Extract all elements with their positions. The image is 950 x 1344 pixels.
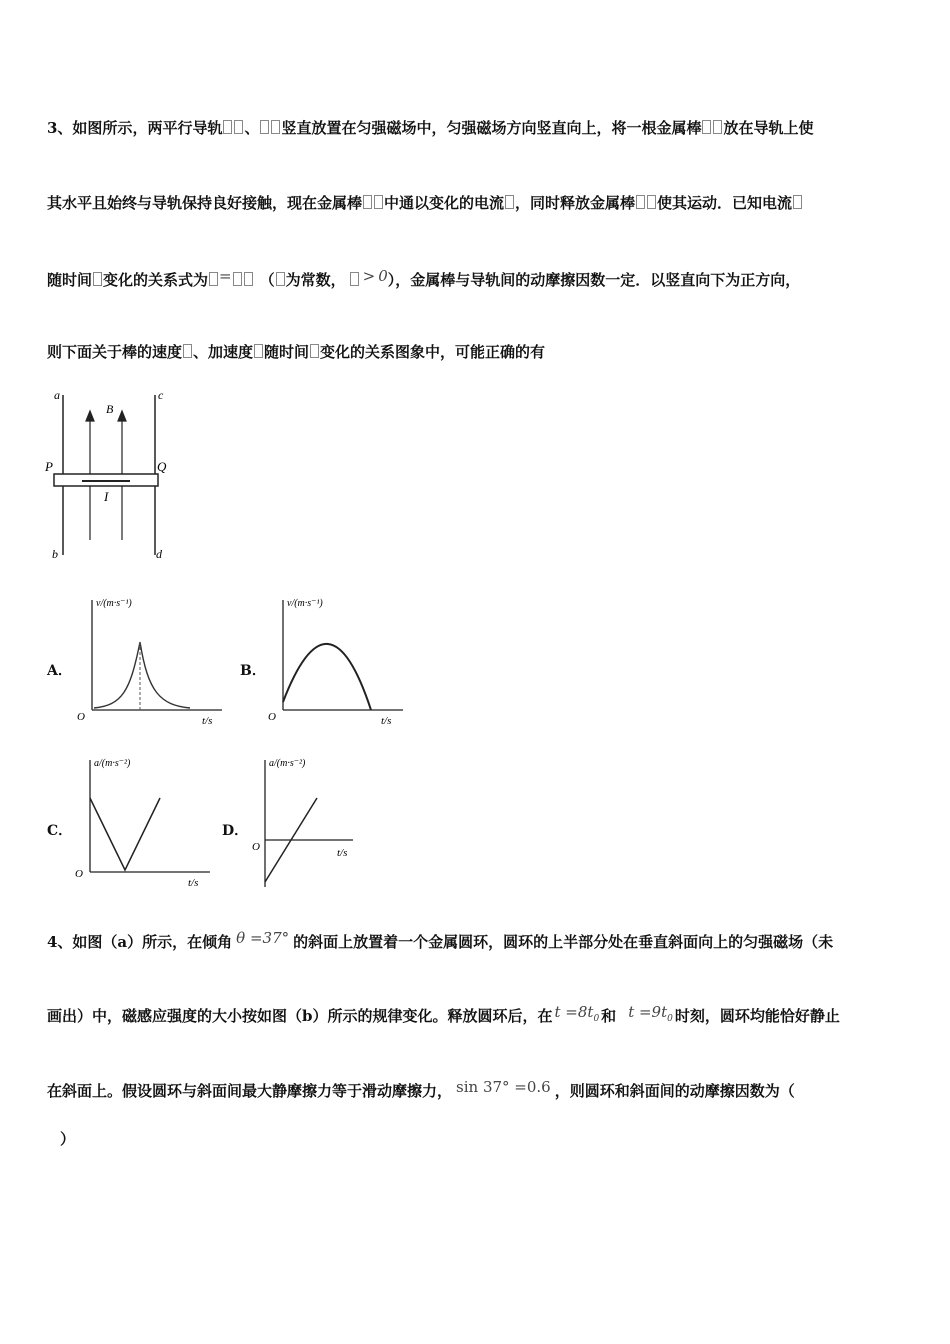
option-c-label[interactable]: C． (47, 823, 73, 839)
option-a-graph[interactable] (72, 592, 227, 727)
missing-glyph-icon (713, 120, 722, 134)
q4-text: 在斜面上。假设圆环与斜面间最大静摩擦力等于滑动摩擦力， (47, 1082, 453, 1100)
origin-label: O (268, 711, 276, 723)
missing-glyph-icon (244, 272, 253, 286)
y-axis-label: a/(m·s⁻²) (94, 758, 131, 769)
y-axis-label: v/(m·s⁻¹) (96, 598, 132, 609)
origin-label: O (75, 868, 83, 880)
theta-equation: θ =37° (236, 929, 290, 947)
t2-equation (628, 1003, 673, 1024)
missing-glyph-icon (636, 195, 645, 209)
label-a: a (54, 388, 60, 402)
y-axis-label: v/(m·s⁻¹) (287, 598, 323, 609)
q3-line-2 (47, 192, 803, 213)
label-P: P (45, 459, 53, 474)
label-Q: Q (157, 459, 167, 474)
y-axis-label: a/(m·s⁻²) (269, 758, 306, 769)
q4-text: 4、如图（a）所示，在倾角 (47, 933, 233, 951)
missing-glyph-icon (260, 120, 269, 134)
x-axis-label: t/s (202, 715, 213, 727)
missing-glyph-icon (505, 195, 514, 209)
missing-glyph-icon (234, 120, 243, 134)
label-I: I (104, 489, 109, 504)
missing-glyph-icon (271, 120, 280, 134)
missing-glyph-icon (702, 120, 711, 134)
q4-text: 和 (601, 1007, 617, 1025)
x-axis-label: t/s (381, 715, 392, 727)
missing-glyph-icon (374, 195, 383, 209)
q3-text: ），金属棒与导轨间的动摩擦因数一定．以竖直向下为正方向， (387, 271, 801, 289)
rail-diagram (40, 385, 180, 570)
q3-text: ，同时释放金属棒 (515, 194, 636, 212)
missing-glyph-icon (209, 272, 218, 286)
q3-text: 、加速度 (193, 343, 254, 361)
missing-glyph-icon (254, 344, 263, 358)
q4-text: 时刻，圆环均能恰好静止 (674, 1007, 840, 1025)
t2-text: t =9t (628, 1003, 668, 1021)
greater-than-sign: > (362, 267, 376, 285)
missing-glyph-icon (793, 195, 802, 209)
q3-text: 为常数， (285, 271, 346, 289)
q3-text: 随时间 (264, 343, 310, 361)
t1-subscript: 0 (593, 1014, 600, 1024)
q3-text: 其水平且始终与导轨保持良好接触，现在金属棒 (47, 194, 363, 212)
missing-glyph-icon (276, 272, 285, 286)
option-d-graph[interactable] (245, 752, 365, 892)
label-B: B (106, 402, 114, 416)
t1-equation (554, 1003, 600, 1024)
q4-text: 画出）中，磁感应强度的大小按如图（b）所示的规律变化。释放圆环后，在 (47, 1007, 553, 1025)
q3-text: 随时间 (47, 271, 93, 289)
option-d-label[interactable]: D． (222, 823, 249, 839)
q3-text: 变化的关系图象中，可能正确的有 (320, 343, 546, 361)
q3-text: 、 (244, 119, 260, 137)
q3-text: 变化的关系式为 (103, 271, 209, 289)
option-a-label[interactable]: A． (47, 663, 72, 679)
q4-line-1 (47, 929, 833, 952)
q4-line-3 (47, 1078, 795, 1101)
q4-text: 的斜面上放置着一个金属圆环，圆环的上半部分处在垂直斜面向上的匀强磁场（未 (293, 933, 834, 951)
q4-text: ，则圆环和斜面间的动摩擦因数为（ (554, 1082, 795, 1100)
t2-subscript: 0 (667, 1014, 673, 1024)
q3-text: 3、如图所示，两平行导轨 (47, 119, 223, 137)
q4-line-2 (47, 1003, 840, 1026)
missing-glyph-icon (223, 120, 232, 134)
q3-text: 放在导轨上使 (723, 119, 814, 137)
q3-text: 中通以变化的电流 (384, 194, 505, 212)
q3-line-1 (47, 117, 814, 138)
label-c: c (158, 388, 164, 402)
missing-glyph-icon (350, 272, 359, 286)
missing-glyph-icon (647, 195, 656, 209)
sin-equation: sin 37° =0.6 (456, 1078, 551, 1096)
zero-value: 0 (378, 267, 388, 285)
q3-text: 则下面关于棒的速度 (47, 343, 183, 361)
q3-line-3 (47, 267, 800, 290)
option-b-label[interactable]: B． (240, 663, 266, 679)
q3-text: （ (259, 271, 275, 289)
missing-glyph-icon (363, 195, 372, 209)
q3-text: 竖直放置在匀强磁场中，匀强磁场方向竖直向上，将一根金属棒 (281, 119, 702, 137)
q3-line-4 (47, 341, 545, 362)
t1-text: t =8t (554, 1003, 594, 1021)
label-b: b (52, 547, 58, 561)
x-axis-label: t/s (337, 847, 348, 859)
origin-label: O (77, 711, 85, 723)
parabola-curve (283, 644, 371, 710)
option-c-graph[interactable] (70, 752, 220, 892)
origin-label: O (252, 841, 260, 853)
curve-fall (140, 642, 190, 708)
option-b-graph[interactable] (263, 592, 413, 727)
missing-glyph-icon (310, 344, 319, 358)
label-d: d (156, 547, 162, 561)
v-shape-line (90, 798, 160, 870)
missing-glyph-icon (233, 272, 242, 286)
q4-line-4: ） (60, 1130, 76, 1148)
q3-text: 使其运动．已知电流 (657, 194, 793, 212)
missing-glyph-icon (183, 344, 192, 358)
missing-glyph-icon (93, 272, 102, 286)
curve-rise (94, 642, 140, 708)
x-axis-label: t/s (188, 877, 199, 889)
equals-sign: = (219, 267, 232, 285)
